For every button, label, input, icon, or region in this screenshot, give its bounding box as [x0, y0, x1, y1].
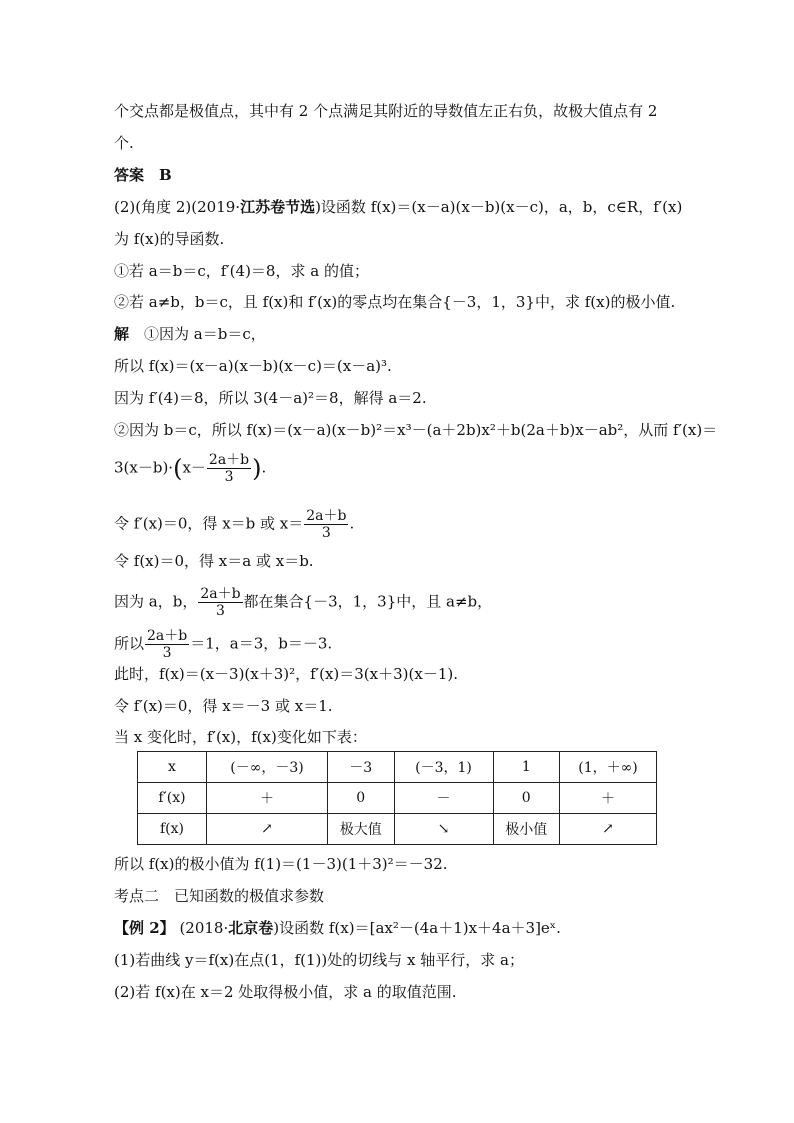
- text-line-1: 个交点都是极值点，其中有 2 个点满足其附近的导数值左正右负，故极大值点有 2: [114, 102, 658, 120]
- table-cell: 极小值: [493, 814, 560, 845]
- solution-line-9: 所以 $\frac{2a+b}{3}$ ＝1，a＝3，b＝－3.: [114, 628, 333, 661]
- table-cell: (－∞，－3): [207, 752, 328, 783]
- table-cell: 1: [493, 752, 560, 783]
- table-cell: －: [394, 783, 493, 814]
- solution-start: [114, 324, 266, 344]
- table-cell: 0: [493, 783, 560, 814]
- table-row: [138, 752, 657, 783]
- fraction: $\frac{2a+b}{3}$: [147, 628, 188, 661]
- section-heading: 考点二 已知函数的极值求参数: [114, 887, 325, 905]
- source-label: 江苏卷节选: [240, 198, 316, 216]
- table-cell: ＋: [560, 783, 657, 814]
- solution-line-11: 令 f′(x)＝0，得 x＝－3 或 x＝1.: [114, 697, 333, 715]
- solution-line-5: 3(x－b)·(x－ $\frac{2a+b}{3}$ ).: [114, 452, 267, 485]
- solution-line-7: 令 f(x)＝0，得 x＝a 或 x＝b.: [114, 552, 314, 570]
- table-cell: (－3，1): [394, 752, 493, 783]
- table-cell: 0: [328, 783, 395, 814]
- problem-2-line-2: 为 f(x)的导函数.: [114, 230, 225, 248]
- table-cell: f′(x): [138, 783, 207, 814]
- problem-2-statement: )设函数 f(x)＝(x－a)(x－b)(x－c)，a，b，c∈R，f′(x): [315, 198, 683, 216]
- table-cell: ↘: [394, 814, 493, 845]
- table-cell: f(x): [138, 814, 207, 845]
- table-cell: 极大值: [328, 814, 395, 845]
- table-cell: ＋: [207, 783, 328, 814]
- solution-line-2: 所以 f(x)＝(x－a)(x－b)(x－c)＝(x－a)³.: [114, 357, 392, 375]
- fraction: $\frac{2a+b}{3}$: [200, 586, 241, 619]
- example-label: 【例 2】: [114, 919, 175, 937]
- answer-line: 答案 B: [114, 166, 172, 184]
- solution-conclusion: 所以 f(x)的极小值为 f(1)＝(1－3)(1＋3)²＝－32.: [114, 855, 448, 873]
- table-row: [138, 783, 657, 814]
- table-cell: ↗: [560, 814, 657, 845]
- solution-line-3: 因为 f′(4)＝8，所以 3(4－a)²＝8，解得 a＝2.: [114, 389, 427, 407]
- problem-2-prefix: (2)(角度 2)(2019·: [114, 198, 241, 216]
- fraction: $\frac{2a+b}{3}$: [208, 452, 250, 485]
- example-2-part-2: (2)若 f(x)在 x＝2 处取得极小值，求 a 的取值范围.: [114, 983, 457, 1001]
- solution-line-12: 当 x 变化时，f′(x)，f(x)变化如下表：: [114, 728, 367, 746]
- solution-line-10: 此时，f(x)＝(x－3)(x＋3)²，f′(x)＝3(x＋3)(x－1).: [114, 665, 458, 683]
- table-cell: －3: [328, 752, 395, 783]
- table-cell: (1，＋∞): [560, 752, 657, 783]
- fraction: $\frac{2a+b}{3}$: [306, 508, 347, 541]
- variation-table: [137, 751, 657, 845]
- text-line-2: 个.: [114, 134, 134, 152]
- table-cell: x: [138, 752, 207, 783]
- solution-text: ①因为 a＝b＝c，: [129, 325, 266, 343]
- table-row: [138, 814, 657, 845]
- problem-2-line: [114, 197, 682, 217]
- part-1-question: ①若 a＝b＝c，f′(4)＝8，求 a 的值；: [114, 262, 369, 280]
- example-2-part-1: (1)若曲线 y＝f(x)在点(1，f(1))处的切线与 x 轴平行，求 a；: [114, 951, 524, 969]
- source-label: 北京卷: [228, 919, 274, 937]
- solution-line-6: 令 f′(x)＝0，得 x＝b 或 x＝ $\frac{2a+b}{3}$ .: [114, 508, 355, 541]
- solution-label: 解: [114, 325, 130, 343]
- solution-line-8: 因为 a，b， $\frac{2a+b}{3}$ 都在集合{－3，1，3}中，且 a≠b，: [114, 586, 493, 619]
- example-2-line: 【例 2】 (2018·北京卷)设函数 f(x)＝[ax²－(4a＋1)x＋4a＋3]eˣ.: [114, 919, 561, 937]
- part-2-question: ②若 a≠b，b＝c，且 f(x)和 f′(x)的零点均在集合{－3，1，3}中，求 f(x)的极小值.: [114, 293, 676, 311]
- table-cell: ↗: [207, 814, 328, 845]
- solution-line-4: ②因为 b＝c，所以 f(x)＝(x－a)(x－b)²＝x³－(a＋2b)x²＋b(2a＋b)x－ab²，从而 f′(x)＝: [114, 421, 718, 439]
